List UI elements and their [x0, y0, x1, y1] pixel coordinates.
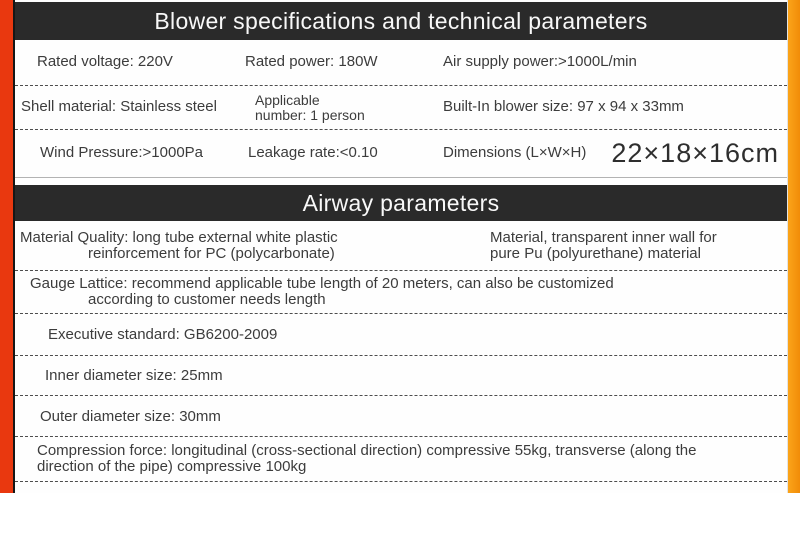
inner-diameter-cell: Inner diameter size: 25mm — [45, 367, 223, 384]
material-quality-cell — [15, 230, 485, 262]
right-accent-bar — [788, 0, 800, 493]
inner-wall-material-line2: pure Pu (polyurethane) material — [490, 244, 701, 262]
compression-line1: Compression force: longitudinal (cross-sectional direction) compressive 55kg, transverse (along the — [37, 442, 697, 459]
leakage-rate-cell: Leakage rate:<0.10 — [248, 144, 378, 162]
blower-section-header — [15, 2, 787, 40]
applicable-number-cell — [245, 93, 443, 123]
table-row-power — [15, 40, 787, 86]
table-row-outer-diameter — [15, 396, 787, 437]
rated-voltage-cell: Rated voltage: 220V — [37, 53, 173, 71]
inner-wall-material-cell — [485, 230, 787, 262]
material-quality-line1: Material Quality: long tube external white plastic — [20, 228, 338, 246]
air-supply-power-cell: Air supply power:>1000L/min — [443, 53, 637, 71]
dimensions-cell — [443, 139, 787, 169]
compression-force-cell — [15, 443, 787, 475]
executive-standard-cell: Executive standard: GB6200-2009 — [48, 326, 278, 343]
table-row-standard — [15, 314, 787, 356]
spec-sheet — [13, 0, 788, 493]
airway-section-header — [15, 185, 787, 221]
table-row-material — [15, 86, 787, 130]
left-accent-bar — [0, 0, 13, 493]
gauge-line1: Gauge Lattice: recommend applicable tube length of 20 meters, can also be customized — [30, 275, 614, 292]
compression-line2: direction of the pipe) compressive 100kg — [37, 458, 307, 475]
rated-power-cell: Rated power: 180W — [245, 53, 378, 71]
material-quality-line2: reinforcement for PC (polycarbonate) — [88, 244, 335, 262]
table-row-inner-diameter — [15, 356, 787, 396]
airway-section-title: Airway parameters — [302, 189, 500, 216]
table-row-material-quality — [15, 221, 787, 271]
applicable-number-line2: number: 1 person — [255, 106, 365, 123]
applicable-number-line1: Applicable — [255, 91, 320, 108]
table-row-pressure — [15, 130, 787, 178]
shell-material-cell: Shell material: Stainless steel — [21, 98, 217, 116]
inner-wall-material-line1: Material, transparent inner wall for — [490, 228, 717, 246]
gauge-cell — [15, 276, 787, 308]
outer-diameter-cell: Outer diameter size: 30mm — [40, 407, 221, 425]
built-in-blower-size-cell: Built-In blower size: 97 x 94 x 33mm — [443, 98, 684, 116]
gauge-line2: according to customer needs length — [88, 291, 326, 308]
blower-section-title: Blower specifications and technical parameters — [154, 7, 648, 34]
dimensions-label: Dimensions (L×W×H) — [443, 144, 587, 162]
section-gap — [15, 178, 787, 185]
wind-pressure-cell: Wind Pressure:>1000Pa — [40, 144, 204, 162]
table-row-gauge — [15, 271, 787, 314]
table-row-compression — [15, 437, 787, 482]
dimensions-value: 22×18×16cm — [611, 137, 779, 168]
